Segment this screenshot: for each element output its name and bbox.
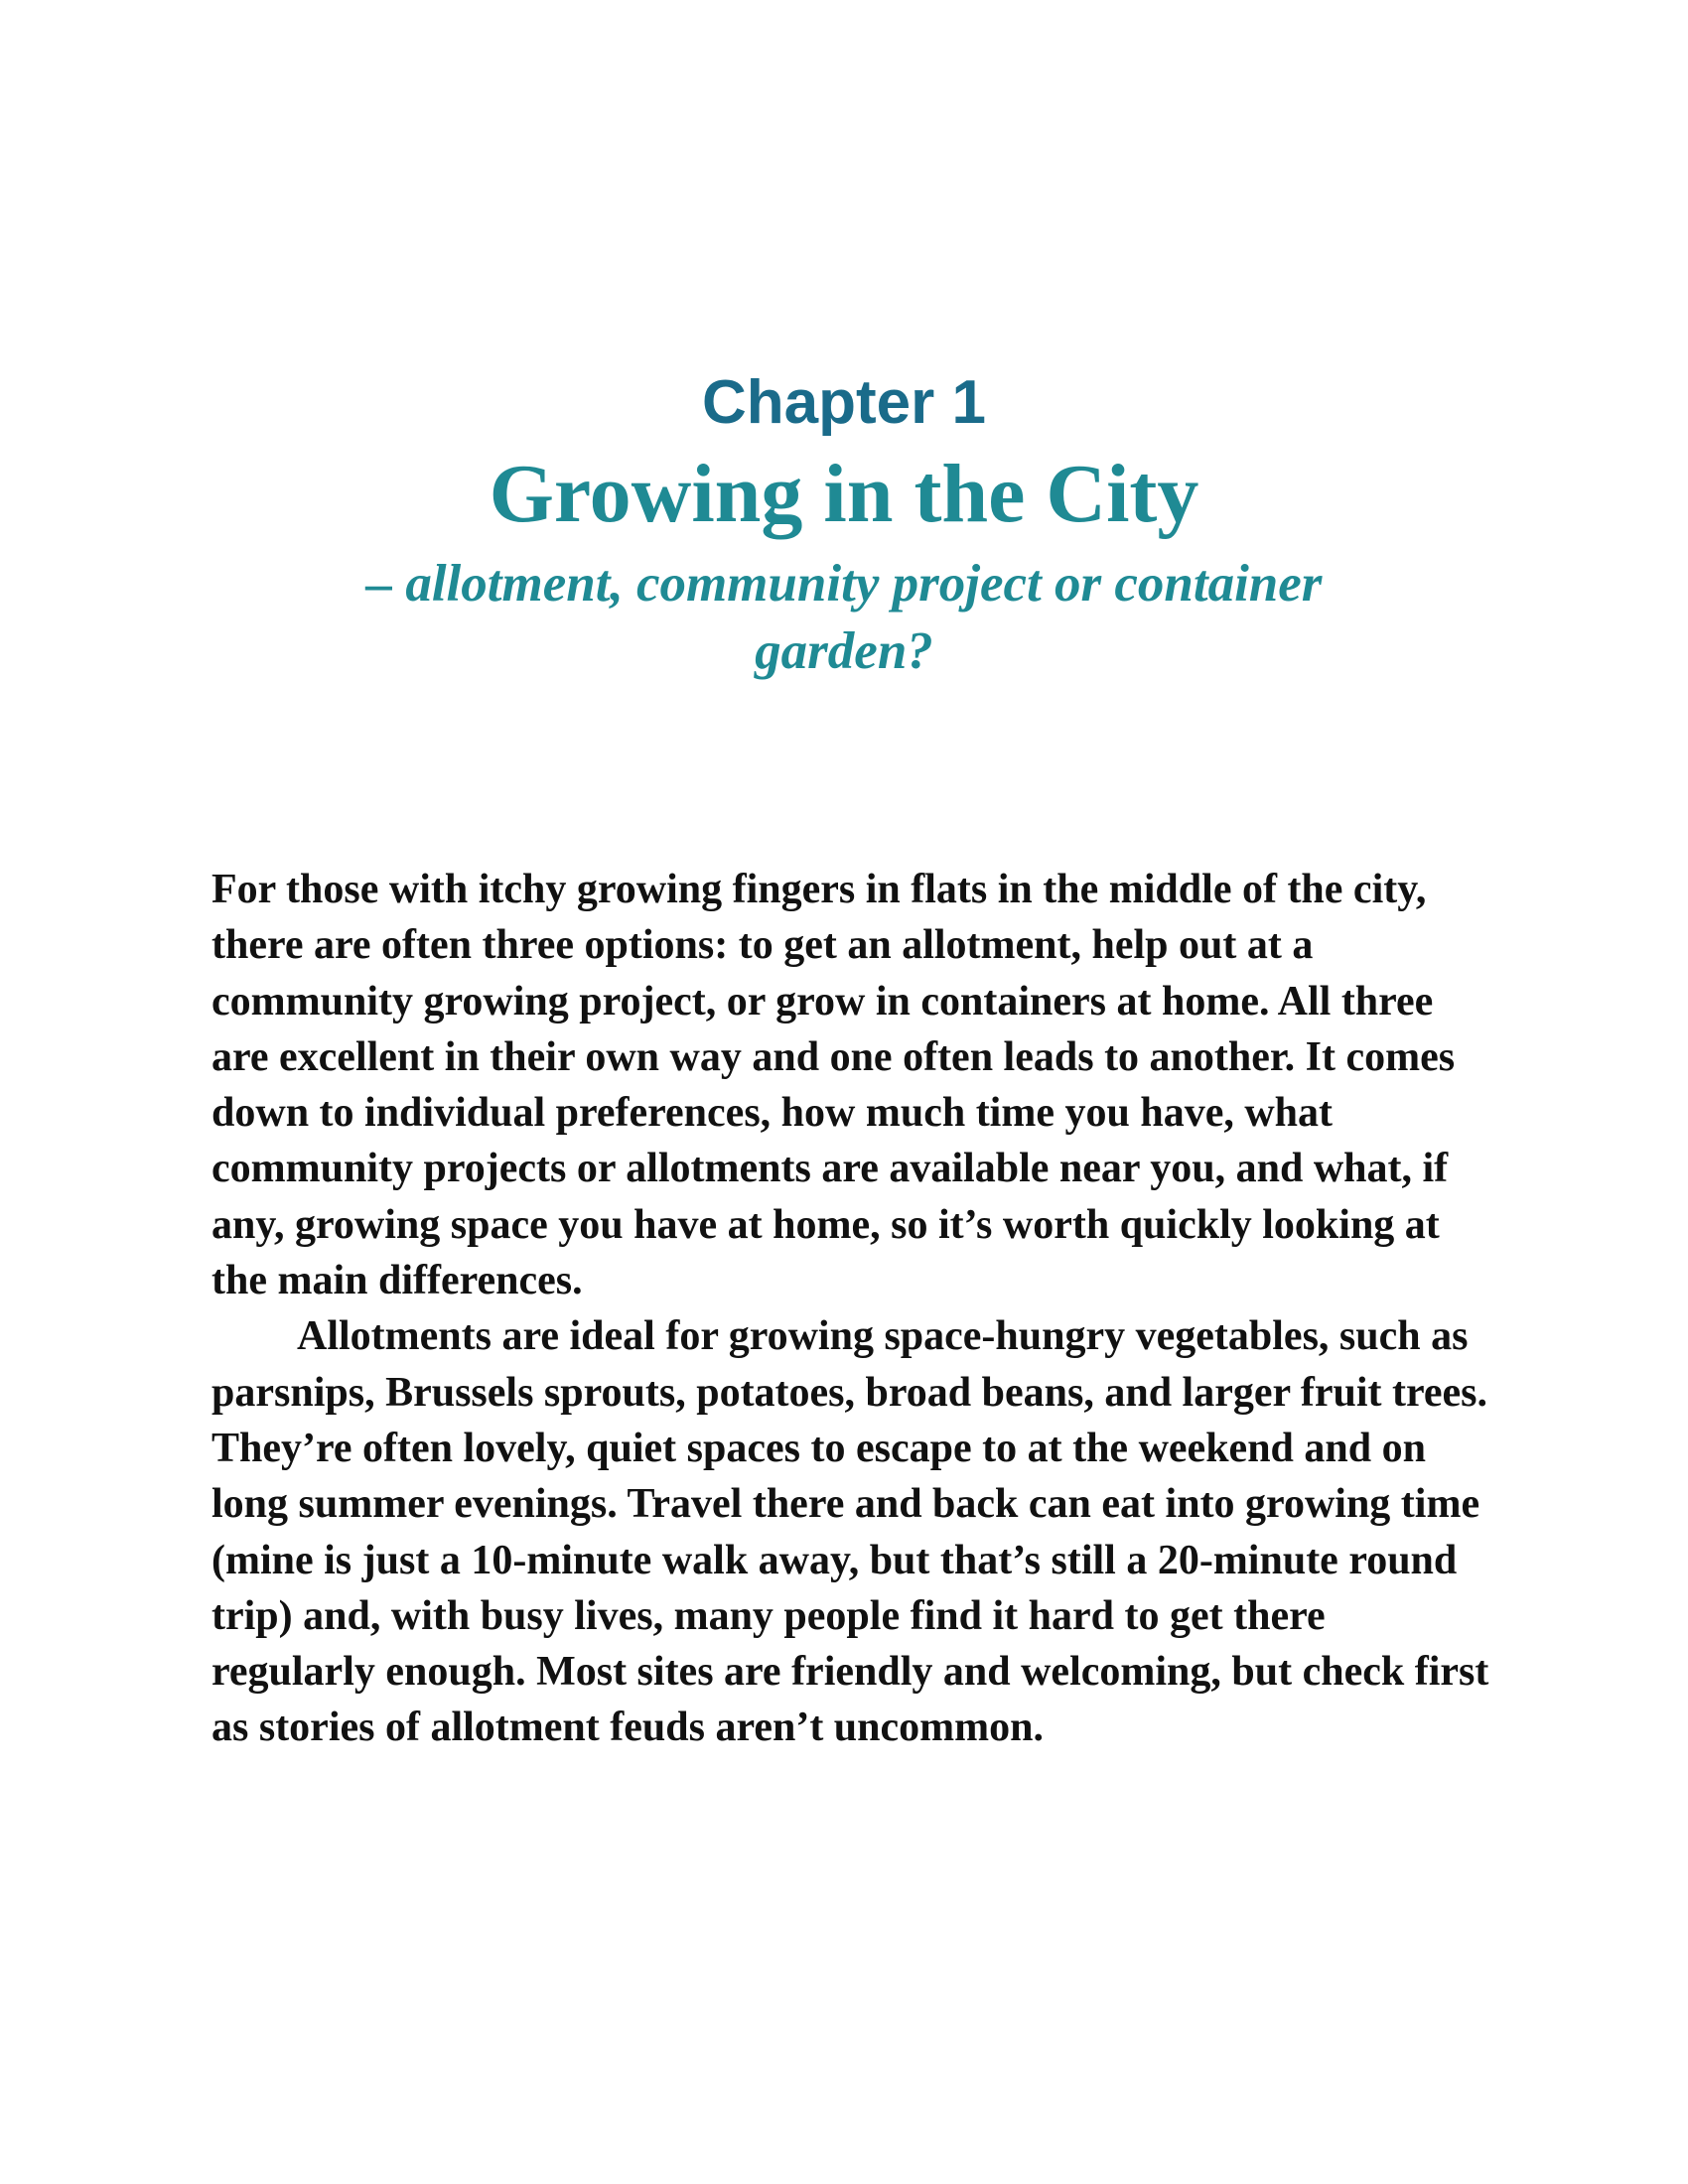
paragraph-allotments: Allotments are ideal for growing space-hungry vegetables, such as parsnips, Brussels sprouts, potatoes, broad beans, and larger fruit trees. They’re often lovely, quiet spaces to escape to at the weekend and on long summer evenings. Travel there and back can eat into growing time (mine is just a 10-minute walk away, but that’s still a 20-minute round trip) and, with busy lives, many people find it hard to get there regularly enough. Most sites are friendly and welcoming, but check first as stories of allotment feuds aren’t uncommon. — [211, 1313, 1489, 1751]
chapter-label: Chapter 1 — [702, 368, 986, 437]
paragraph-intro: For those with itchy growing fingers in flats in the middle of the city, there are often three options: to get an allotment, help out at a community growing project, or grow in containers at home. All three are excellent in their own way and one often leads to another. It comes down to individual preferences, how much time you have, what community projects or allotments are available near you, and what, if any, growing space you have at home, so it’s worth quickly looking at the main differences. — [211, 867, 1456, 1304]
chapter-header — [0, 367, 1688, 685]
chapter-title: Growing in the City — [489, 448, 1199, 540]
chapter-subtitle: – allotment, community project or container garden? — [365, 555, 1323, 680]
chapter-body — [211, 862, 1492, 1756]
